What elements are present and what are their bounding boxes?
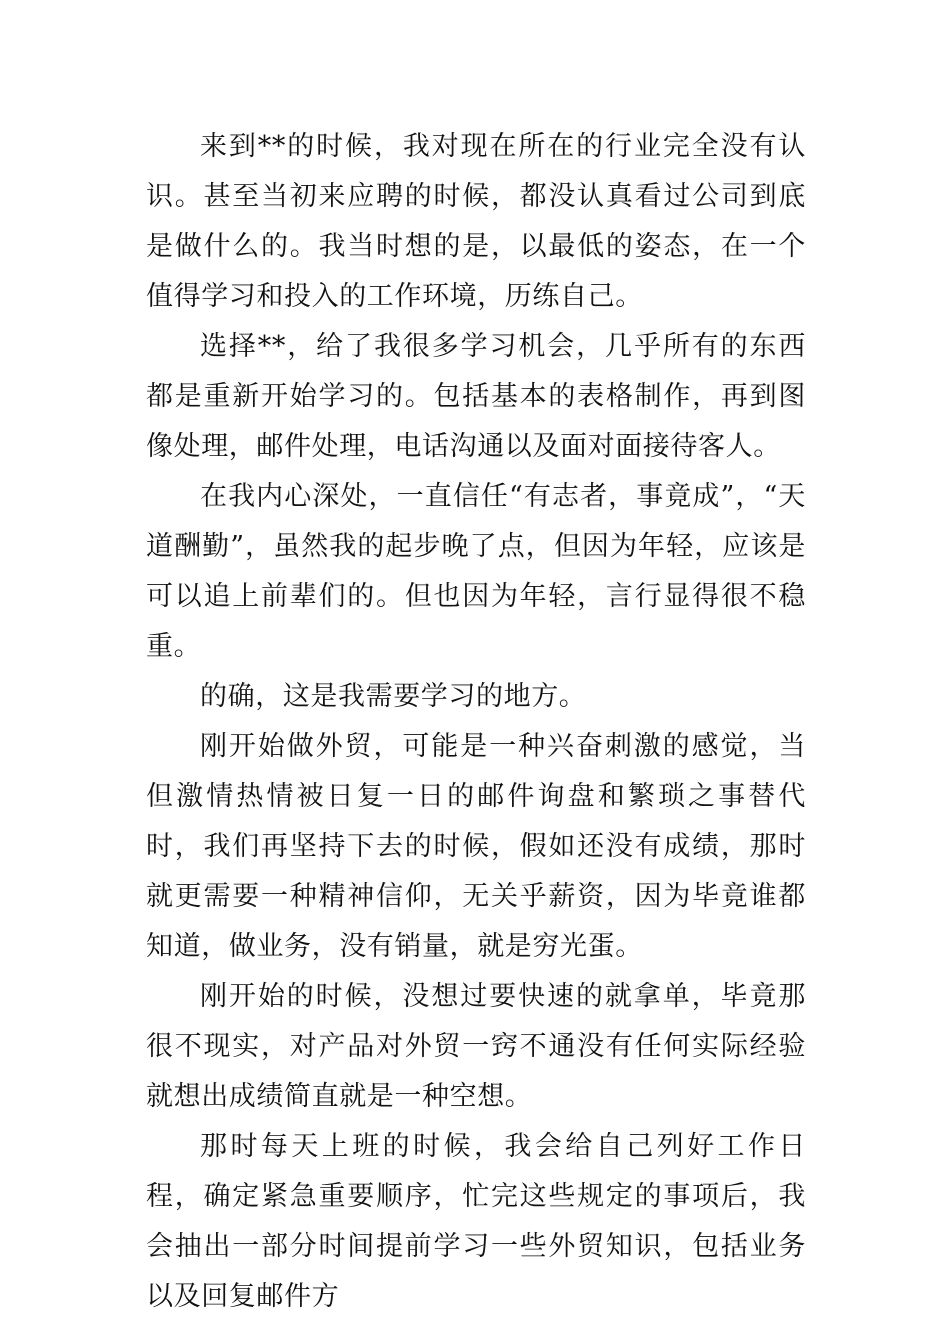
paragraph-7: 那时每天上班的时候，我会给自己列好工作日程，确定紧急重要顺序，忙完这些规定的事项后，我会抽出一部分时间提前学习一些外贸知识，包括业务以及回复邮件方 — [146, 1131, 806, 1312]
document-body — [146, 122, 806, 1322]
paragraph-2: 选择**，给了我很多学习机会，几乎所有的东西都是重新开始学习的。包括基本的表格制作，再到图像处理，邮件处理，电话沟通以及面对面接待客人。 — [146, 331, 806, 462]
paragraph-4: 的确，这是我需要学习的地方。 — [200, 681, 587, 712]
paragraph-5: 刚开始做外贸，可能是一种兴奋刺激的感觉，当但激情热情被日复一日的邮件询盘和繁琐之事替代时，我们再坚持下去的时候，假如还没有成绩，那时就更需要一种精神信仰，无关乎薪资，因为毕竟谁都知道，做业务，没有销量，就是穷光蛋。 — [146, 731, 806, 962]
paragraph-1: 来到**的时候，我对现在所在的行业完全没有认识。甚至当初来应聘的时候，都没认真看过公司到底是做什么的。我当时想的是，以最低的姿态，在一个值得学习和投入的工作环境，历练自己。 — [146, 131, 806, 312]
paragraph-3: 在我内心深处，一直信任“有志者，事竟成”，“天道酬勤”，虽然我的起步晚了点，但因为年轻，应该是可以追上前辈们的。但也因为年轻，言行显得很不稳重。 — [146, 481, 806, 662]
paragraph-6: 刚开始的时候，没想过要快速的就拿单，毕竟那很不现实，对产品对外贸一窍不通没有任何实际经验就想出成绩简直就是一种空想。 — [146, 981, 806, 1112]
